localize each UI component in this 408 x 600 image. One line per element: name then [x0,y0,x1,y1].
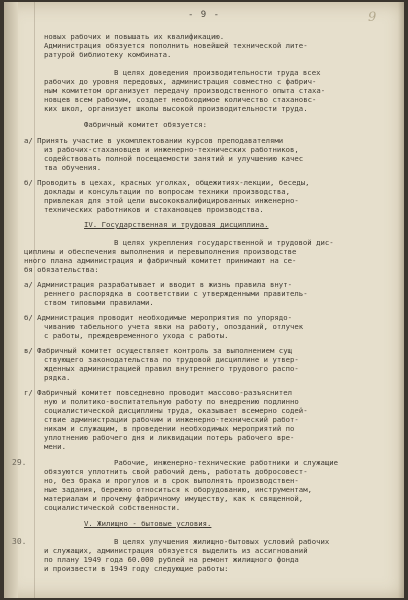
text-line: из рабочих-стахановцев и инженерно-технических работников, [44,145,299,154]
text-line: никам и служащим, в проведении необходимых мероприятий по [44,424,295,433]
text-line: новцев всем рабочим, создает необходимое количество стахановс- [44,95,317,104]
text-line: В целях доведения производительности труда всех [114,68,321,77]
text-line: бя обязательства: [24,265,99,274]
text-line: содействовать полной посещаемости занятий и улучшению качес [44,154,304,163]
text-line: ствующего законодательства по трудовой дисциплине и утвер- [44,355,299,364]
text-line: и служащих, администрация обязуется выделить из ассигнований [44,546,308,555]
page-number: - 9 - [187,10,221,20]
document-page [4,2,404,598]
margin-note: 29. [12,458,27,467]
text-line: мени. [44,442,66,451]
text-line: рабочих до уровня передовых, администрация совместно с фабрич- [44,77,317,86]
text-line: ные задания, бережно относиться к оборудованию, инструментам, [44,485,312,494]
text-line: ную и политико-воспитательную работу по внедрению подлинно [44,397,299,406]
text-line: по плану 1949 года 60.000 рублей на ремонт жилищного фонда [44,555,299,564]
text-line: обязуются уплотнить свой рабочий день, работать добросовест- [44,467,308,476]
text-line: социалистической собственности. [44,503,181,512]
margin-note: 30. [12,537,27,546]
text-line: с работы, преждевременного ухода с работы. [44,331,229,340]
binding-line [34,2,35,598]
text-line: ствие администрации рабочим и инженерно-технический работ- [44,415,299,424]
text-line: В целях укрепления государственной и трудовой дис- [114,238,334,247]
text-line: г/ Фабричный комитет повседневно проводит массово-разъяснител [24,388,292,397]
text-line: ством типовыми правилами. [44,298,154,307]
text-line: привлекая для этой цели высококвалифицированных инженерно- [44,196,299,205]
text-line: уплотнению рабочего дня и ликвидации потерь рабочего вре- [44,433,295,442]
text-line: технических работников и стахановцев производства. [44,205,264,214]
page-left-edge [4,2,18,598]
text-line: б/ Администрация проводит необходимые мероприятия по упорядо- [24,313,292,322]
text-line: Фабричный комитет обязуется: [84,120,208,129]
section-heading: V. Жилищно - бытовые условия. [84,519,212,528]
text-line: ным комитетом организует передачу производственного опыта стаха- [44,86,326,95]
text-line: Администрация обязуется пополнить новейшей технической лите- [44,41,308,50]
text-line: В целях улучшения жилищно-бытовых условий рабочих [114,537,330,546]
text-line: ких школ, организует школы высокой производительности труда. [44,104,308,113]
text-line: жденных администрацией правил внутреннего трудового распо- [44,364,299,373]
text-line: а/ Принять участие в укомплектовании курсов преподавателями [24,136,284,145]
text-line: рядка. [44,373,71,382]
text-line: социалистической дисциплины труда, оказывает всемерно содей- [44,406,308,415]
text-line: доклады и консультации по вопросам техники производства, [44,187,291,196]
text-line: ратурой библиотеку комбината. [44,50,172,59]
text-line: и произвести в 1949 году следующие работы: [44,564,229,573]
text-line: а/ Администрация разрабатывает и вводит в жизнь правила внут- [24,280,292,289]
text-line: Рабочие, инженерно-технические работники и служащие [114,458,339,467]
page-right-shadow [398,2,404,598]
text-line: нного плана администрация и фабричный комитет принимают на се- [24,256,297,265]
text-line: в/ Фабричный комитет осуществляет контроль за выполнением сущ [24,346,292,355]
text-line: новых рабочих и повышать их квалификацию. [44,32,225,41]
text-line: чиванию табельного учета явки на работу, опозданий, отлучек [44,322,304,331]
text-line: циплины и обеспечения выполнения и перевыполнения производстве [24,247,297,256]
text-line: материалам и прочему фабричному имуществу, как к священной, [44,494,304,503]
text-line: тва обучения. [44,163,102,172]
text-line: б/ Проводить в цехах, красных уголках, общежитиях-лекции, беседы, [24,178,310,187]
text-line: но, без брака и прогулов и в срок выполнять производствен- [44,476,299,485]
pencil-page-mark: 9 [368,10,377,25]
text-line: реннего распорядка в соответствии с утвержденными правитель- [44,289,308,298]
section-heading: IV. Государственная и трудовая дисциплина. [84,220,269,229]
